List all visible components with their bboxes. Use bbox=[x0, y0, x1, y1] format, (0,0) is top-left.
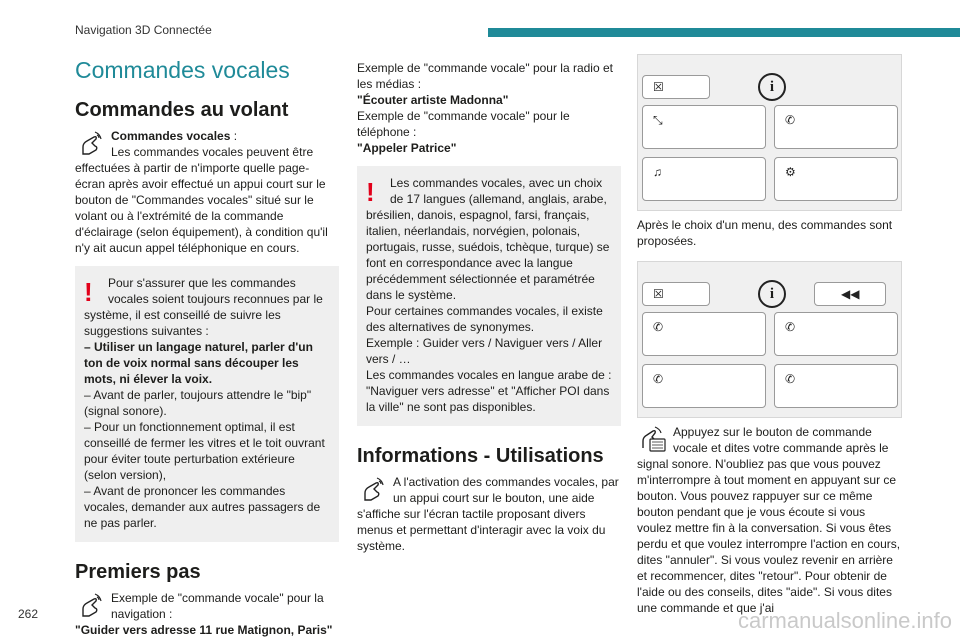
phone-icon: ✆ bbox=[785, 113, 796, 127]
section-title-first-steps: Premiers pas bbox=[75, 561, 201, 583]
watermark: carmanualsonline.info bbox=[737, 608, 952, 633]
command-tile bbox=[774, 312, 898, 356]
close-icon: ☒ bbox=[653, 287, 664, 301]
command-tile bbox=[642, 364, 766, 408]
warning-text: Pour s'assurer que les commandes vocales soient toujours reconnues par le système, il est conseillé de suivre les suggestions suivantes : bbox=[84, 276, 323, 338]
header-accent-bar bbox=[488, 28, 960, 37]
screen-illustration-menu bbox=[637, 54, 902, 211]
phone-icon: ✆ bbox=[785, 320, 796, 334]
phone-icon: ✆ bbox=[653, 372, 664, 386]
caption-after-menu: Après le choix d'un menu, des commandes sont proposées. bbox=[637, 218, 893, 248]
intro-body: Les commandes vocales peuvent être effectuées à partir de n'importe quelle page-écran après avoir effectué un appui court sur le bouton de "Commandes vocales" situé sur le volant ou à l'extrémité de la commande d'éclairage (selon équipement), à condition qu'il n'y ait aucun appel téléphonique en cours. bbox=[75, 145, 328, 255]
first-steps-paragraph bbox=[75, 590, 339, 638]
menu-tile-navigation bbox=[642, 105, 766, 149]
close-tile bbox=[642, 75, 710, 99]
page-number: 262 bbox=[18, 607, 39, 621]
info-icon: i bbox=[758, 73, 786, 101]
menu-tile-settings bbox=[774, 157, 898, 201]
header-title: Navigation 3D Connectée bbox=[75, 23, 212, 37]
phone-example: "Appeler Patrice" bbox=[357, 141, 457, 155]
warning-box-languages bbox=[357, 166, 621, 426]
phone-icon: ✆ bbox=[653, 320, 664, 334]
languages-text: Les commandes vocales, avec un choix de 17 langues (allemand, anglais, arabe, brésilien, danois, espagnol, farsi, français, italien, néerlandais, norvégien, polonais, portugais, russe, suédois, tchèque, turque) se font en correspondance avec la langue précédemment sélectionnée et paramétrée dans le système. bbox=[366, 176, 610, 302]
column-1 bbox=[75, 50, 339, 638]
command-tile bbox=[642, 312, 766, 356]
press-text: Appuyez sur le bouton de commande vocale et dites votre commande après le signal sonore. N'oubliez pas que vous pouvez m'interrompre à tout moment en appuyant sur ce bouton. Vous pouvez rappuyer sur ce même bouton pendant que je vous écoute si vous voulez mettre fin à la conversation. Si vous êtes perdu et que voulez interrompre l'action en cours, dites "annuler". Si vous voulez revenir en arrière et recommencer, dites "retour". Pour obtenir de l'aide ou des conseils, dites "aide". Si vous dites une commande et que j'ai bbox=[637, 425, 901, 615]
synonyms-example: Exemple : Guider vers / Naviguer vers / Aller vers / … bbox=[366, 336, 603, 366]
screen-illustration-commands bbox=[637, 261, 902, 418]
info-text: A l'activation des commandes vocales, par un appui court sur le bouton, une aide s'affiche sur l'écran tactile proposant divers menus et permettant d'interagir avec la voix du système. bbox=[357, 475, 619, 553]
warning-item: – Utiliser un langage naturel, parler d'un ton de voix normal sans découper les mots, ni élever la voix. bbox=[84, 340, 313, 386]
phone-icon: ✆ bbox=[785, 372, 796, 386]
warning-item: – Avant de parler, toujours attendre le "bip" (signal sonore). bbox=[84, 388, 312, 418]
column-2 bbox=[357, 60, 621, 554]
rewind-icon: ◀◀ bbox=[841, 287, 860, 301]
main-title: Commandes vocales bbox=[75, 57, 290, 83]
voice-command-screen-icon bbox=[637, 424, 667, 454]
intro-paragraph bbox=[75, 128, 339, 256]
radio-example-text: Exemple de "commande vocale" pour la radio et les médias : bbox=[357, 61, 613, 91]
radio-example: "Écouter artiste Madonna" bbox=[357, 93, 509, 107]
close-tile bbox=[642, 282, 710, 306]
intro-label: Commandes vocales bbox=[111, 129, 231, 143]
info-icon: i bbox=[758, 280, 786, 308]
menu-tile-phone bbox=[774, 105, 898, 149]
navigation-icon: ⤡ bbox=[653, 113, 663, 127]
warning-box-tips bbox=[75, 266, 339, 542]
first-steps-text: Exemple de "commande vocale" pour la navigation : bbox=[111, 591, 324, 621]
synonyms-text: Pour certaines commandes vocales, il existe des alternatives de synonymes. bbox=[366, 304, 603, 334]
phone-example-text: Exemple de "commande vocale" pour le téléphone : bbox=[357, 109, 570, 139]
warning-icon: ! bbox=[84, 277, 93, 307]
voice-command-icon bbox=[357, 474, 387, 504]
command-tile bbox=[774, 364, 898, 408]
warning-item: – Avant de prononcer les commandes vocales, demander aux autres passagers de ne pas parler. bbox=[84, 484, 321, 530]
arabic-note: Les commandes vocales en langue arabe de : "Naviguer vers adresse" et "Afficher POI dans la ville" ne sont pas disponibles. bbox=[366, 368, 612, 414]
warning-icon: ! bbox=[366, 177, 375, 207]
section-title-steering: Commandes au volant bbox=[75, 99, 289, 121]
first-steps-example: "Guider vers adresse 11 rue Matignon, Paris" bbox=[75, 623, 333, 637]
back-tile bbox=[814, 282, 886, 306]
gear-icon: ⚙ bbox=[785, 165, 796, 179]
section-title-info: Informations - Utilisations bbox=[357, 445, 604, 467]
press-paragraph bbox=[637, 424, 902, 616]
info-paragraph bbox=[357, 474, 621, 554]
menu-tile-media bbox=[642, 157, 766, 201]
close-icon: ☒ bbox=[653, 80, 664, 94]
warning-item: – Pour un fonctionnement optimal, il est conseillé de fermer les vitres et le toit ouvrant pour éviter toute perturbation extérieure (selon version), bbox=[84, 420, 325, 482]
music-icon: ♫ bbox=[653, 165, 662, 179]
voice-command-icon bbox=[75, 128, 105, 158]
voice-command-icon bbox=[75, 590, 105, 620]
column-3 bbox=[637, 52, 902, 616]
intro-colon: : bbox=[230, 129, 238, 143]
